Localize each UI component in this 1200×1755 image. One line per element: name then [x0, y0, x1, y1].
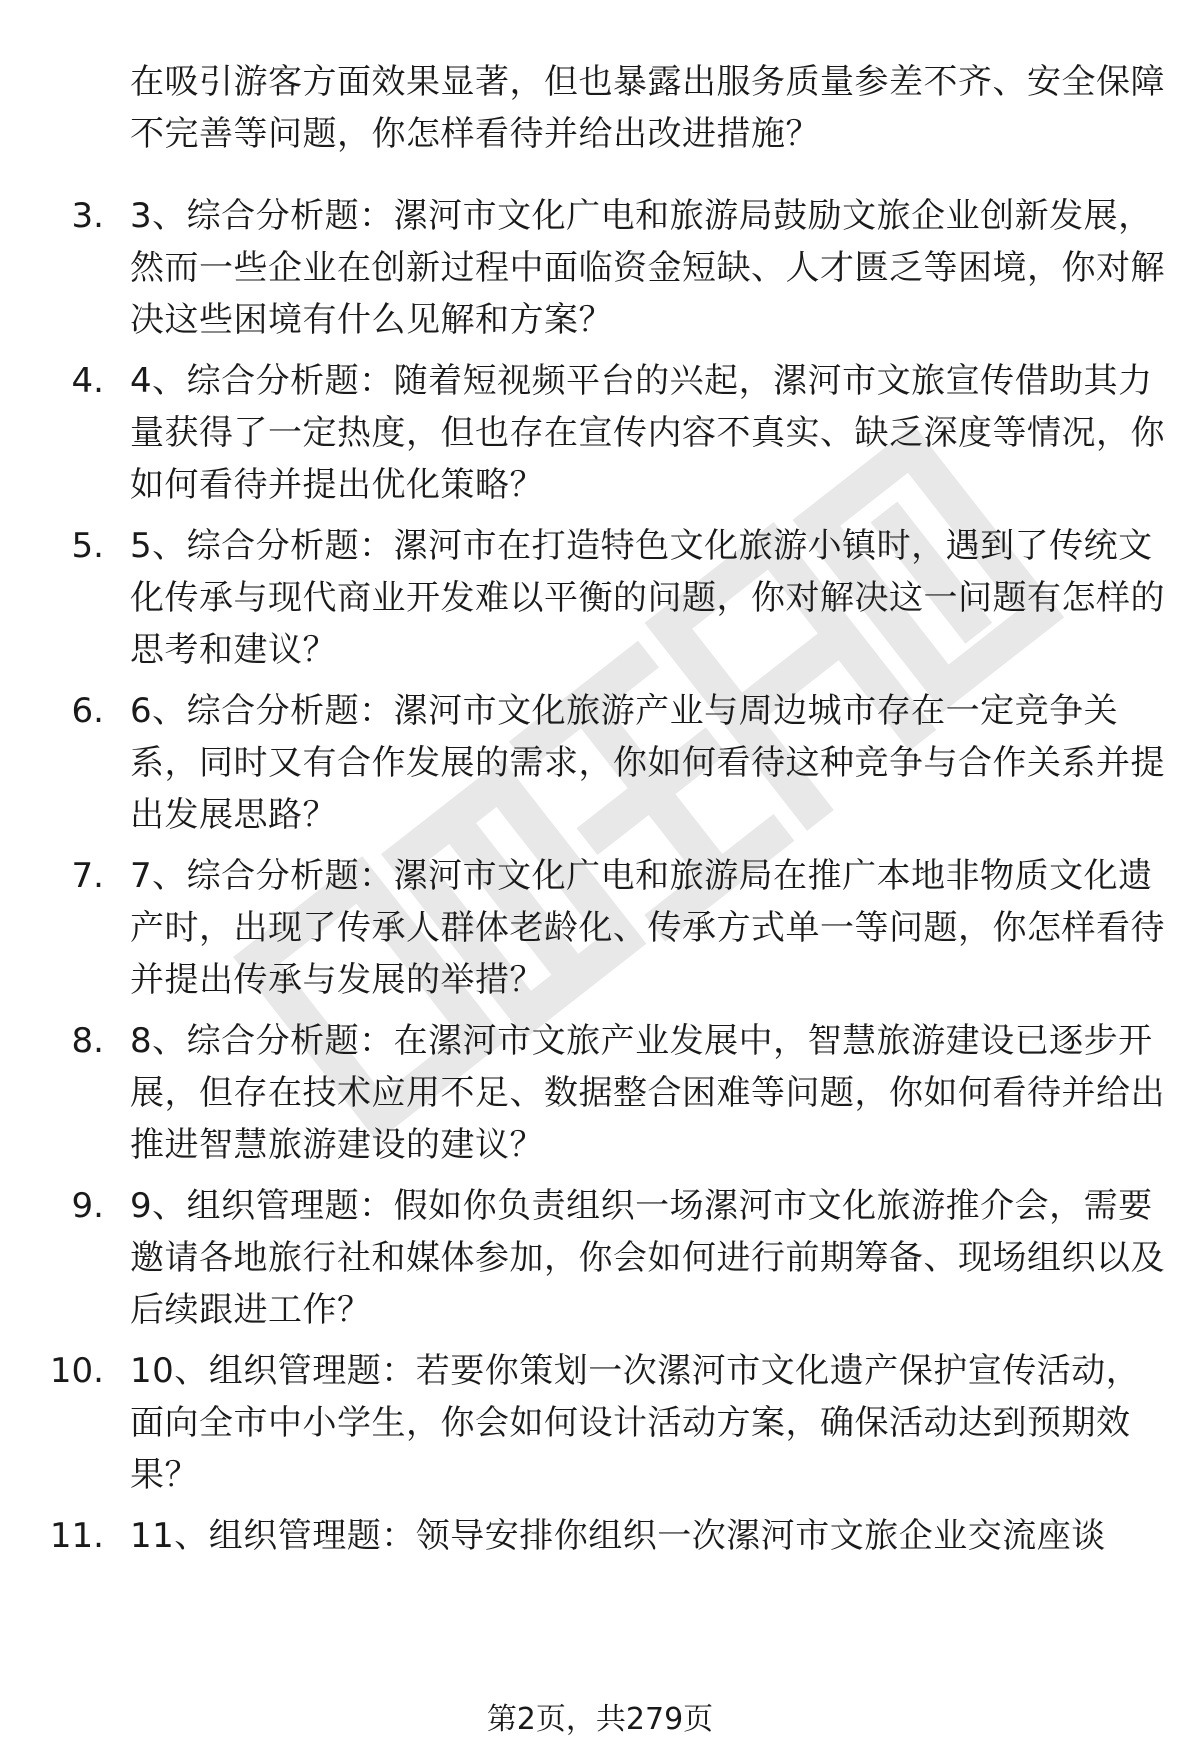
page-number-footer: 第2页，共279页 [486, 1702, 714, 1737]
question-text: 7、综合分析题：漯河市文化广电和旅游局在推广本地非物质文化遗产时，出现了传承人群体老龄化、传承方式单一等问题，你怎样看待并提出传承与发展的举措？ [130, 856, 1165, 1000]
question-text: 9、组织管理题：假如你负责组织一场漯河市文化旅游推介会，需要邀请各地旅行社和媒体参加，你会如何进行前期筹备、现场组织以及后续跟进工作？ [130, 1186, 1165, 1330]
continuation-text: 在吸引游客方面效果显著，但也暴露出服务质量参差不齐、安全保障不完善等问题，你怎样看待并给出改进措施？ [130, 62, 1165, 154]
question-number: 11. [49, 1516, 104, 1556]
question-text: 10、组织管理题：若要你策划一次漯河市文化遗产保护宣传活动，面向全市中小学生，你会如何设计活动方案，确保活动达到预期效果？ [130, 1351, 1141, 1495]
question-text: 3、综合分析题：漯河市文化广电和旅游局鼓励文旅企业创新发展，然而一些企业在创新过程中面临资金短缺、人才匮乏等困境，你对解决这些困境有什么见解和方案？ [130, 196, 1165, 340]
question-text: 11、组织管理题：领导安排你组织一次漯河市文旅企业交流座谈 [130, 1516, 1106, 1556]
question-text: 8、综合分析题：在漯河市文旅产业发展中，智慧旅游建设已逐步开展，但存在技术应用不足、数据整合困难等问题，你如何看待并给出推进智慧旅游建设的建议？ [130, 1021, 1165, 1165]
question-number: 3. [71, 196, 104, 236]
question-number: 9. [71, 1186, 104, 1226]
question-number: 7. [71, 856, 104, 896]
question-number: 10. [49, 1351, 104, 1391]
question-number: 4. [71, 361, 104, 401]
question-text: 5、综合分析题：漯河市在打造特色文化旅游小镇时，遇到了传统文化传承与现代商业开发难以平衡的问题，你对解决这一问题有怎样的思考和建议？ [130, 526, 1165, 670]
question-text: 6、综合分析题：漯河市文化旅游产业与周边城市存在一定竞争关系，同时又有合作发展的需求，你如何看待这种竞争与合作关系并提出发展思路？ [130, 691, 1165, 835]
question-number: 5. [71, 526, 104, 566]
question-number: 8. [71, 1021, 104, 1061]
question-text: 4、综合分析题：随着短视频平台的兴起，漯河市文旅宣传借助其力量获得了一定热度，但也存在宣传内容不真实、缺乏深度等情况，你如何看待并提出优化策略？ [130, 361, 1165, 505]
question-number: 6. [71, 691, 104, 731]
